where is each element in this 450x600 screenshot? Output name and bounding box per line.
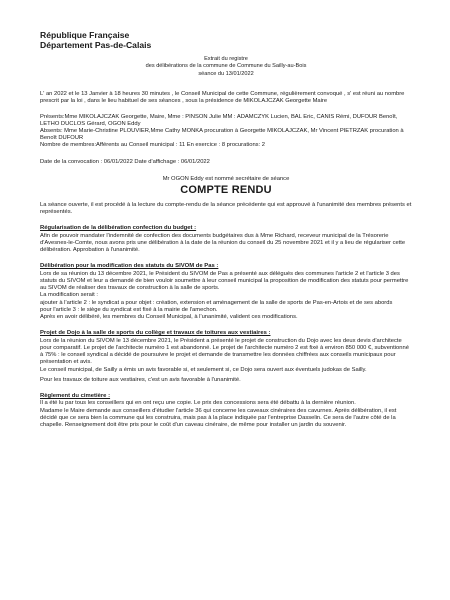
opening-paragraph: La séance ouverte, il est procédé à la lecture du compte-rendu de la séance précédente qui est approuvé à l'unanimité des membres présents et représentés. bbox=[40, 202, 412, 216]
attendance-block bbox=[40, 114, 412, 150]
section-budget-title: Régularisation de la délibération confection du budget : bbox=[40, 225, 197, 232]
members-count-text: Nombre de membres:Afférents au Conseil municipal : 11 En exercice : 8 procurations: 2 bbox=[40, 142, 266, 149]
republic-heading: République Française bbox=[40, 30, 130, 40]
section-cemetery-body-2: Madame le Maire demande aux conseillers d'étudier l'article 36 qui concerne les caveaux cinéraires des cavurnes. Après délibération, il est décidé que ce sera bien la commune qui les construira, mais pas à la place indiquée par l'entreprise Dasselin. Ce sera de l'autre côté de la chapelle. Renseignement doit être pris pour le coût d'un caveau cinéraire, de même pour installer un jardin du souvenir. bbox=[40, 407, 397, 428]
report-title: COMPTE RENDU bbox=[180, 184, 272, 197]
section-sivom-statutes bbox=[40, 263, 412, 321]
section-cemetery-title: Règlement du cimetière : bbox=[40, 392, 111, 399]
section-cemetery-body: Il a été lu par tous les conseillers qui en ont reçu une copie. Le prix des concessions sera été débattu à la dernière réunion. bbox=[40, 400, 356, 407]
dates-text: Date de la convocation : 06/01/2022 Date d'affichage : 06/01/2022 bbox=[40, 158, 210, 165]
extract-line-1: Extrait du registre bbox=[204, 56, 248, 62]
register-extract bbox=[40, 56, 412, 78]
section-cemetery bbox=[40, 393, 412, 429]
document-header bbox=[40, 30, 412, 50]
section-sivom-conclusion: Après en avoir délibéré, les membres du Conseil Municipal, à l'unanimité, valident ces modifications. bbox=[40, 314, 298, 321]
department-heading: Département Pas-de-Calais bbox=[40, 40, 152, 50]
section-budget-body: Afin de pouvoir mandater l'indemnité de confection des documents budgétaires dus à Mme Richard, receveur municipal de la Trésorerie d'Avesnes-le-Comte, nous avons pris une délibération à la date de la réunion du conseil du 25 novembre 2021 et il y a lieu de régulariser cette délibération. Approbation à l'unanimité. bbox=[40, 232, 406, 254]
extract-line-3: séance du 13/01/2022 bbox=[198, 70, 254, 77]
presents-text: Présents:Mme MIKOLAJCZAK Georgette, Maire, Mme : PINSON Julie MM : ADAMCZYK Lucien, BAL Eric, CANIS Rémi, DUFOUR Benoît, LETHO DUCLOS Gérard, OGON Eddy bbox=[40, 113, 398, 127]
section-sivom-title: Délibération pour la modification des statuts du SIVOM de Pas : bbox=[40, 263, 219, 270]
section-sivom-mod-label: La modification serait : bbox=[40, 292, 98, 299]
section-budget bbox=[40, 225, 412, 254]
intro-paragraph: L' an 2022 et le 13 Janvier à 18 heures 30 minutes , le Conseil Municipal de cette Commune, régulièrement convoqué , s' est réuni au nombre prescrit par la loi , dans le lieu habituel de ses séances , sous la présidence de MIKOLAJCZAK Georgette Maire bbox=[40, 91, 405, 105]
section-dojo-toitures: Pour les travaux de toiture aux vestiaires, c'est un avis favorable à l'unanimité. bbox=[40, 376, 241, 383]
section-dojo-avis: Le conseil municipal, de Sailly a émis un avis favorable si, et seulement si, ce Dojo sera ouvert aux éventuels judokas de Sailly. bbox=[40, 366, 367, 373]
section-sivom-mod-1: ajouter à l'article 2 : le syndicat a pour objet : création, extension et aménagement de la salle de sports de Pas-en-Artois et de ses abords bbox=[40, 299, 393, 306]
section-dojo-title: Projet de Dojo à la salle de sports du collège et travaux de toitures aux vestiaires : bbox=[40, 330, 271, 337]
absents-text: Absents: Mme Marie-Christine PLOUVIER,Mme Cathy MONKA procuration à Georgette MIKOLAJCZAK, Mr Vincent PIETRZAK procuration à Benoît DUFOUR bbox=[40, 128, 404, 142]
section-sivom-mod-2: pour l'article 3 : le siège du syndicat est fixé à la mairie de l'amechon. bbox=[40, 306, 218, 313]
secretary-text: Mr OGON Eddy est nommé secrétaire de séance bbox=[162, 175, 290, 182]
section-sivom-body: Lors de sa réunion du 13 décembre 2021, le Président du SIVOM de Pas a présenté aux délégués des communes l'article 2 et l'article 3 des statuts du SIVOM et leur a demandé de bien vouloir soumettre à leur conseil municipal la proposition de modification des statuts pour permettre au SIVOM de réaliser des travaux de construction à la salle de sports. bbox=[40, 270, 409, 292]
section-dojo bbox=[40, 330, 412, 384]
section-dojo-body: Lors de la réunion du SIVOM le 13 décembre 2021, le Président a présenté le projet de construction du Dojo avec les deux devis d'architecte pour comparatif. Le projet de l'architecte numéro 1 est abandonné. Le projet de l'architecte numéro 2 est fixé à environ 850 000 €, subventionné à 75% : le conseil syndical a décidé de poursuivre le projet et demande de transmettre les données chiffrées aux conseils municipaux pour présentation et avis. bbox=[40, 337, 409, 366]
extract-line-2: des délibérations de la commune de Commune du Sailly-au-Bois bbox=[145, 63, 307, 70]
